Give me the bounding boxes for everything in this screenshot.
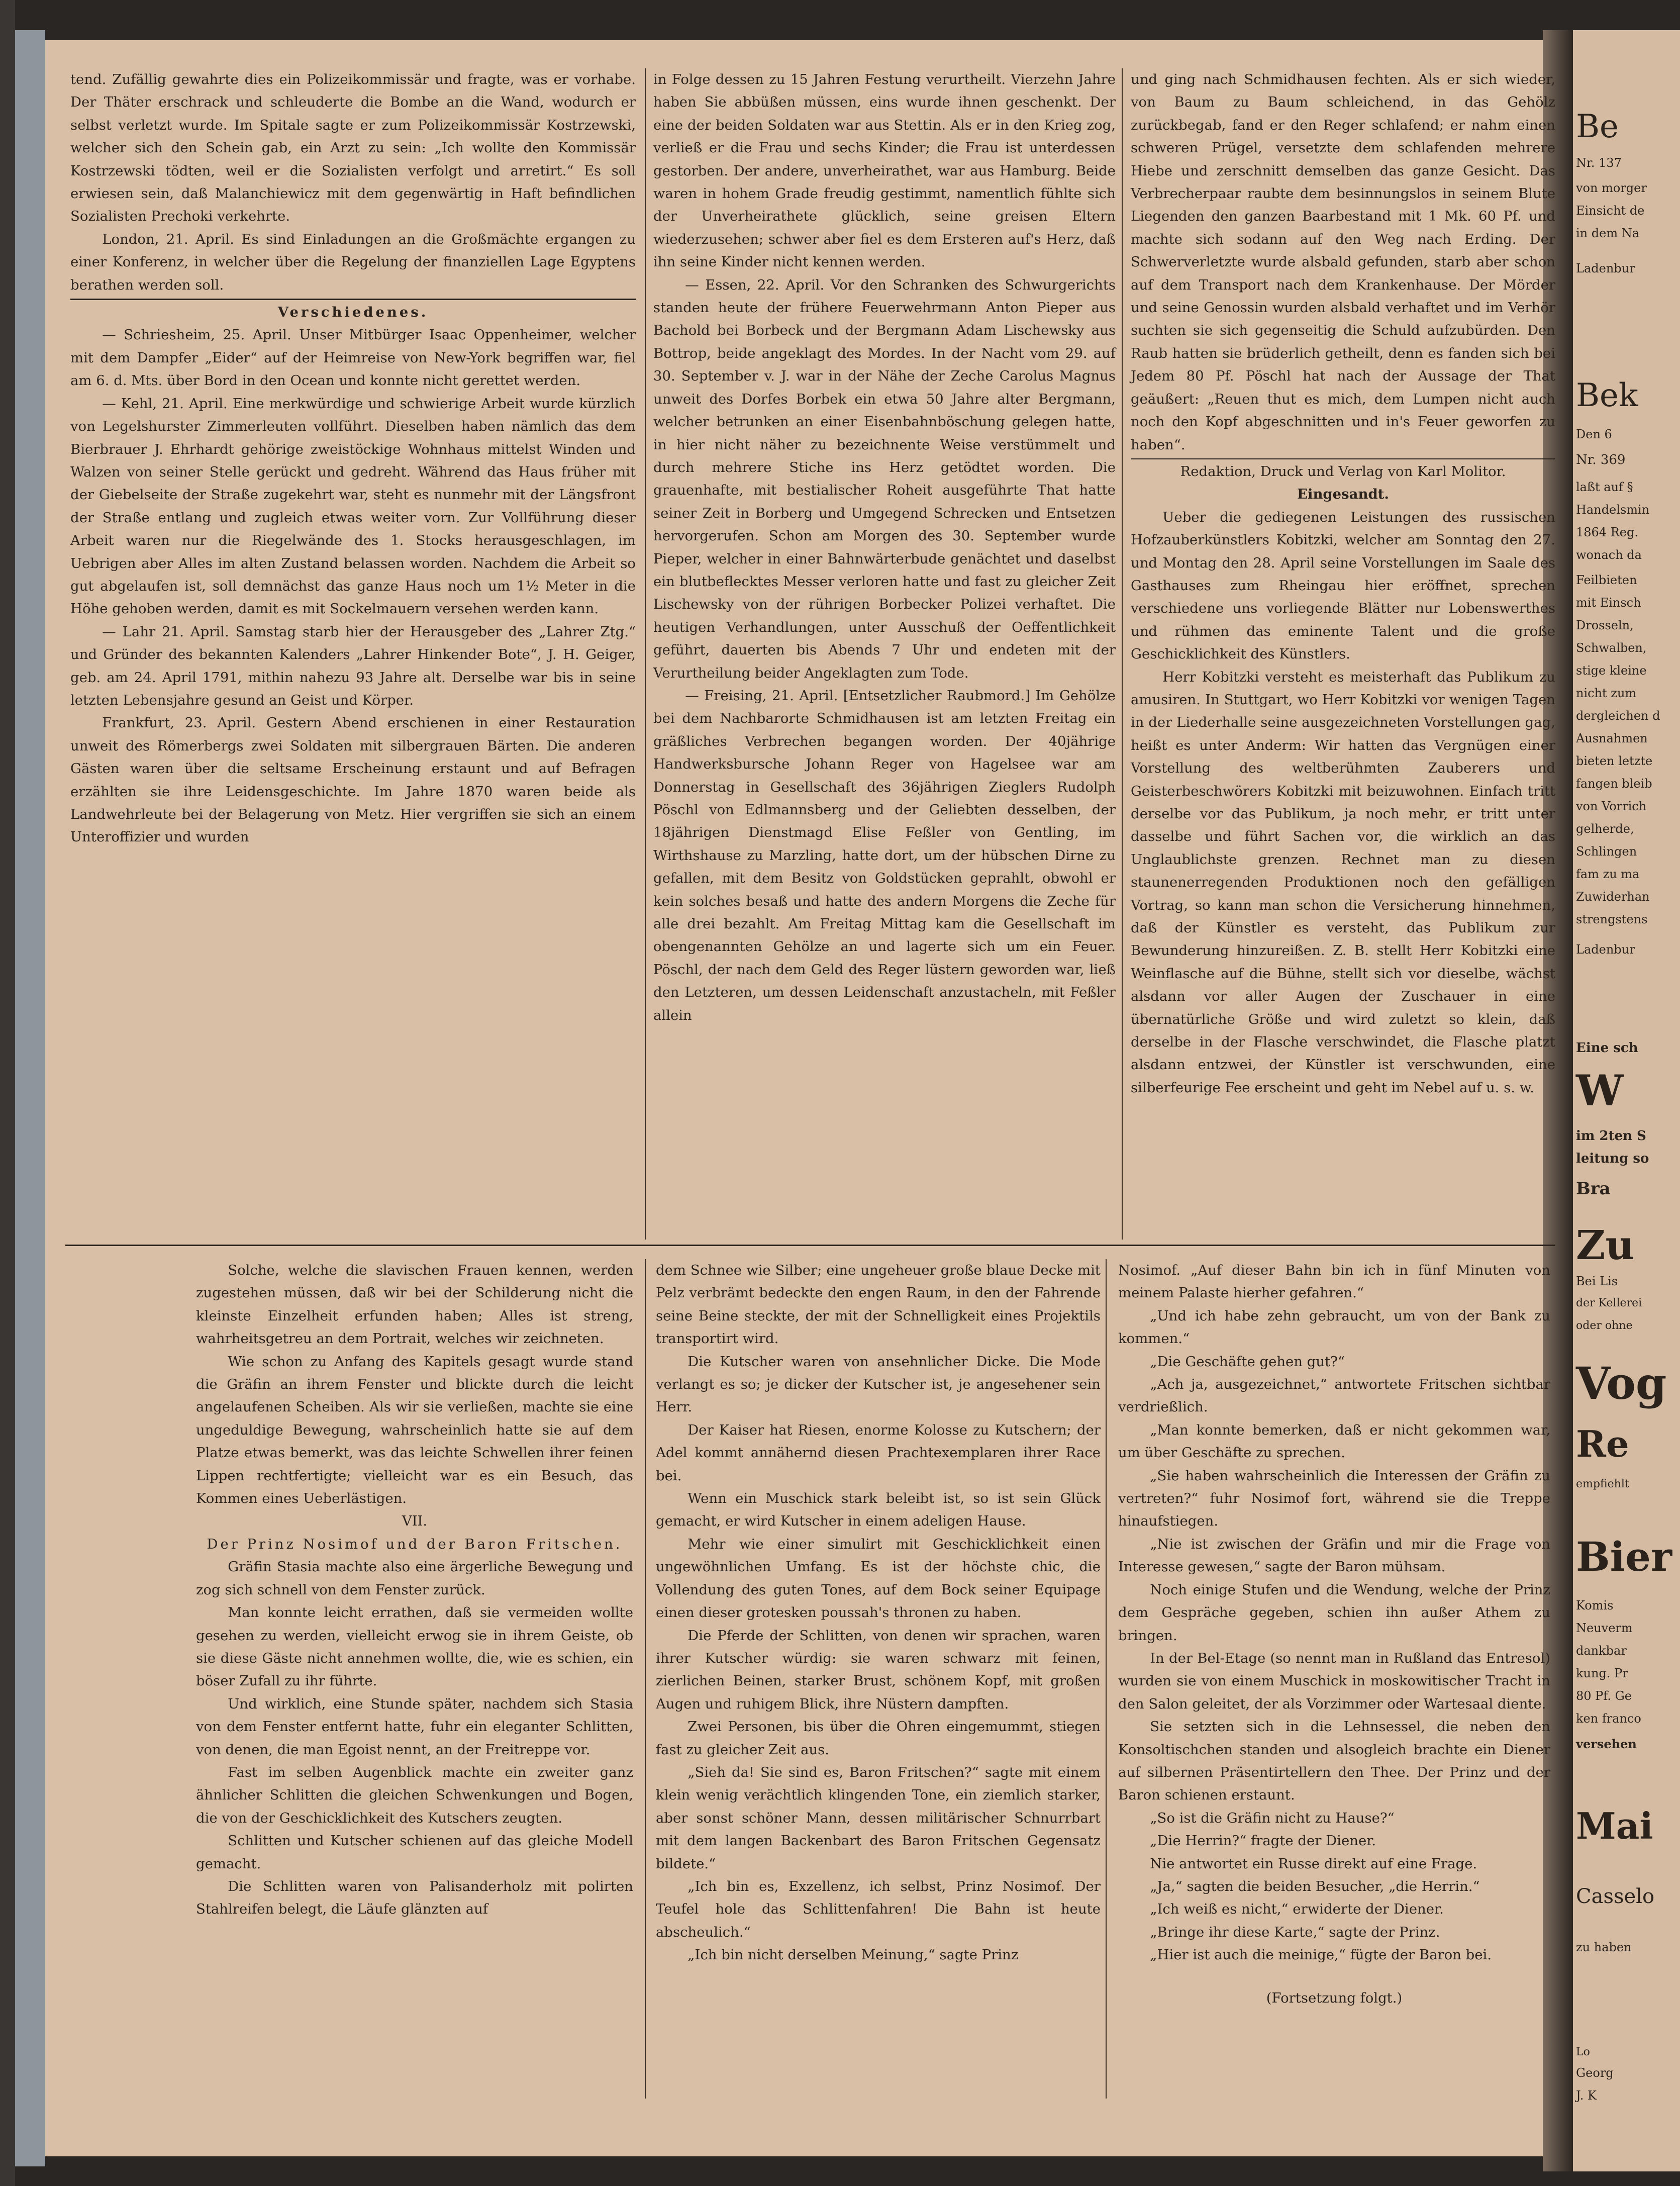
story-paragraph: „Ich bin nicht derselben Meinung,“ sagte Prinz [687,1947,1019,1963]
ad-fragment: J. K [1576,2088,1597,2103]
news-item-freising: — Freising, 21. April. [Entsetzlicher Raubmord.] Im Gehölze bei dem Nachbarorte Schmidhausen ist am letzten Freitag ein gräßliches Verbrechen begangen worden. Der 40jährige Handwerksbursche Johann Reger von Hagelsee war am Donnerstag in Gesellschaft des 36jährigen Zieglers Rudolph Pöschl von Edlmannsberg und der Geliebten desselben, der 18jährigen Dienstmagd Elise Feßler von Gentling, im Wirthshause zu Marzling, hatte dort, um der hübschen Dirne zu gefallen, mit dem Besitz von Goldstücken geprahlt, obwohl er kein solches besaß und hatte des andern Morgens die Zeche für alle drei bezahlt. Am Freitag Mittag kam die Gesellschaft im obengenannten Gehölze an und lagerte sich um ein Feuer. Pöschl, der nach dem Geld des Reger lüstern geworden war, ließ den Letzteren, um dessen Leidenschaft anzustacheln, mit Feßler allein [653,687,1116,1023]
story-paragraph: „Ja,“ sagten die beiden Besucher, „die Herrin.“ [1150,1878,1480,1894]
ad-fragment: Bek [1576,377,1638,414]
ad-fragment: mit Einsch [1576,596,1641,610]
ad-fragment: Zu [1576,1221,1635,1269]
ad-fragment: Schwalben, [1576,641,1647,655]
story-paragraph: Zwei Personen, bis über die Ohren eingemummt, stiegen fast zu gleicher Zeit aus. [656,1719,1101,1758]
news-item-london: London, 21. April. Es sind Einladungen an die Großmächte ergangen zu einer Konferenz, in welcher über die Regelung der finanziellen Lage Egyptens berathen werden soll. [70,231,636,293]
ad-fragment: gelherde, [1576,822,1634,836]
ad-fragment: Drosseln, [1576,618,1634,632]
news-paragraph: in Folge dessen zu 15 Jahren Festung verurtheilt. Vierzehn Jahre haben Sie abbüßen müssen, eins wurde ihnen geschenkt. Der eine der beiden Soldaten war aus Stettin. Als er in den Krieg zog, verließ er die Frau und sechs Kinder; die Frau ist unterdessen gestorben. Der andere, unverheirathet, war aus Hamburg. Beide waren in hohem Grade freudig gestimmt, namentlich fühlte sich der Unverheirathete glücklich, seine greisen Eltern wiederzusehen; schwer aber fiel es dem Ersteren auf's Herz, daß ihn seine Kinder nicht kennen werden. [653,71,1116,270]
ad-fragment: leitung so [1576,1151,1649,1166]
feuilleton-column-2 [656,1259,1101,1967]
ad-fragment: nicht zum [1576,686,1637,700]
column-rule [645,68,646,1240]
story-paragraph: Gräfin Stasia machte also eine ärgerliche Bewegung und zog sich schnell von dem Fenster zurück. [196,1559,633,1598]
news-item-frankfurt: Frankfurt, 23. April. Gestern Abend erschienen in einer Restauration unweit des Römerbergs zwei Soldaten mit silbergrauen Bärten. Die anderen Gästen waren über die seltsame Erscheinung erstaunt und auf Befragen erzählten sie ihre Leidensgeschichte. Im Jahre 1870 waren beide als Landwehrleute bei der Belagerung von Metz. Hier vergriffen sie sich an einem Unteroffizier und wurden [70,715,636,845]
ad-fragment: fam zu ma [1576,867,1640,881]
imprint-line: Redaktion, Druck und Verlag von Karl Molitor. [1180,463,1506,480]
story-paragraph: „Sie haben wahrscheinlich die Interessen der Gräfin zu vertreten?“ fuhr Nosimof fort, während sie die Treppe hinaufstiegen. [1118,1467,1550,1530]
story-paragraph: Wenn ein Muschick stark beleibt ist, so ist sein Glück gemacht, er wird Kutscher in einem adeligen Hause. [656,1490,1101,1530]
news-item-eingesandt: Herr Kobitzki versteht es meisterhaft das Publikum zu amusiren. In Stuttgart, wo Herr Kobitzki vor wenigen Tagen in der Liederhalle seine ausgezeichneten Vorstellungen gag, heißt es unter Anderm: Wir hatten das Vergnügen einer Vorstellung des weltberühmten Zauberers und Geisterbeschwörers Kobitzki mit beizuwohnen. Einfach tritt derselbe vor das Publikum, ja noch mehr, er tritt unter dasselbe und führt Sachen vor, die wirklich an das Unglaublichste grenzen. Rechnet man zu diesen staunenerregenden Produktionen noch den gefälligen Vortrag, so kann man schon die Versicherung hinnehmen, daß der Künstler es versteht, das Publikum zur Bewunderung hinzureißen. Z. B. stellt Herr Kobitzki eine Weinflasche auf die Bühne, stellt sich vor dieselbe, wächst alsdann vor aller Augen der Zuschauer in eine übernatürliche Größe und wird zuletzt so klein, daß derselbe in der Flasche verschwindet, die Flasche platzt alsdann entzwei, der Künstler ist verschwunden, eine silberfeurige Fee erscheint und geht im Nebel auf u. s. w. [1131,669,1555,1096]
ad-fragment: versehen [1576,1737,1637,1751]
feuilleton-divider [65,1245,1555,1246]
imprint-rule [1131,458,1555,459]
ad-fragment: Nr. 137 [1576,156,1622,170]
ad-fragment: Zuwiderhan [1576,890,1650,904]
ad-fragment: der Kellerei [1576,1297,1642,1309]
story-paragraph: Die Kutscher waren von ansehnlicher Dicke. Die Mode verlangt es so; je dicker der Kutscher ist, je angesehener sein Herr. [656,1353,1101,1415]
ad-fragment: stige kleine [1576,663,1647,678]
news-item-schriesheim: — Schriesheim, 25. April. Unser Mitbürger Isaac Oppenheimer, welcher mit dem Dampfer „Eider“ auf der Heimreise von New-York begriffen war, fiel am 6. d. Mts. über Bord in den Ocean und konnte nicht gerettet werden. [70,327,636,389]
story-paragraph: „Ich bin es, Exzellenz, ich selbst, Prinz Nosimof. Der Teufel hole das Schlittenfahren! Die Bahn ist heute abscheulich.“ [656,1878,1101,1940]
story-paragraph: dem Schnee wie Silber; eine ungeheuer große blaue Decke mit Pelz verbrämt bedeckte den engen Raum, in den der Fahrende seine Beine steckte, der mit der Schnelligkeit eines Projektils transportirt wird. [656,1262,1101,1347]
story-paragraph: Sie setzten sich in die Lehnsessel, die neben den Konsoltischchen standen und alsogleich brachte ein Diener auf silbernen Präsentirtellern den Thee. Der Prinz und der Baron schienen erstaunt. [1118,1719,1550,1803]
ad-fragment: Ausnahmen [1576,731,1648,745]
story-paragraph: In der Bel-Etage (so nennt man in Rußland das Entresol) wurden sie von einem Muschick in moskowitischer Tracht in den Salon geleitet, der als Vorzimmer oder Wartesaal diente. [1118,1650,1550,1712]
adjacent-page-strip [1573,30,1680,2171]
story-paragraph: Schlitten und Kutscher schienen auf das gleiche Modell gemacht. [196,1833,633,1872]
ad-fragment: Bra [1576,1179,1611,1199]
ad-fragment: empfiehlt [1576,1478,1629,1490]
story-paragraph: Noch einige Stufen und die Wendung, welche der Prinz dem Gespräche gegeben, schien ihn außer Athem zu bringen. [1118,1581,1550,1644]
ad-fragment: Be [1576,108,1619,145]
story-paragraph: Mehr wie einer simulirt mit Geschicklichkeit einen ungewöhnlichen Umfang. Es ist der höchste chic, die Vollendung des guten Tones, auf dem Bock seiner Equipage einen dieser grotesken poussah's thronen zu haben. [656,1536,1101,1621]
story-paragraph: Wie schon zu Anfang des Kapitels gesagt wurde stand die Gräfin an ihrem Fenster und blickte durch die leicht angelaufenen Scheiben. Als wir sie verließen, machte sie eine ungeduldige Bewegung, wahrscheinlich hatte sie auf dem Platze etwas bemerkt, was das leichte Schwellen ihrer feinen Lippen rechtfertigte; vielleicht war es ein Besuch, das Kommen eines Ueberlästigen. [196,1353,633,1507]
grey-mount-strip [15,30,45,2166]
continuation-note: (Fortsetzung folgt.) [1266,1989,1403,2006]
story-paragraph: „Ich weiß es nicht,“ erwiderte der Diener. [1150,1901,1444,1918]
story-paragraph: „So ist die Gräfin nicht zu Hause?“ [1150,1810,1395,1826]
ad-fragment: Lo [1576,2046,1590,2058]
chapter-number: VII. [402,1513,428,1530]
ad-fragment: oder ohne [1576,1319,1633,1332]
ad-fragment: laßt auf § [1576,480,1633,494]
section-heading-eingesandt: Eingesandt. [1297,486,1389,503]
ad-fragment: Eine sch [1576,1040,1638,1056]
ad-fragment: Neuverm [1576,1621,1633,1635]
ad-fragment: Casselo [1576,1885,1655,1908]
ad-fragment: Ladenbur [1576,261,1635,275]
ad-fragment: dankbar [1576,1644,1627,1658]
book-binding [0,0,15,2186]
ad-fragment: im 2ten S [1576,1128,1646,1144]
story-paragraph: „Bringe ihr diese Karte,“ sagte der Prinz. [1150,1924,1440,1940]
ad-fragment: ken franco [1576,1712,1641,1726]
ad-fragment: Feilbieten [1576,573,1637,587]
news-item-lahr: — Lahr 21. April. Samstag starb hier der Herausgeber des „Lahrer Ztg.“ und Gründer des bekannten Kalenders „Lahrer Hinkender Bote“, J. H. Geiger, geb. am 24. April 1791, mithin nahezu 93 Jahre alt. Derselbe war bis in seine letzten Lebensjahre gesund an Geist und Körper. [70,623,636,708]
ad-fragment: fangen bleib [1576,777,1652,791]
ad-fragment: Handelsmin [1576,503,1650,517]
ad-fragment: von Vorrich [1576,799,1647,813]
ad-fragment: Bei Lis [1576,1274,1618,1288]
feuilleton-column-3 [1118,1259,1550,2010]
news-item-eingesandt: Ueber die gediegenen Leistungen des russischen Hofzauberkünstlers Kobitzki, welcher am Sonntag den 27. und Montag den 28. April seine Vorstellungen im Saale des Gasthauses zum Rheingau hier eröffnet, sprechen verschiedene uns vorliegende Blätter nur Lobenswerthes und rühmen das eminente Talent und die große Geschicklichkeit des Künstlers. [1131,509,1555,662]
story-paragraph: „Man konnte bemerken, daß er nicht gekommen war, um über Geschäfte zu sprechen. [1118,1421,1550,1461]
section-rule [70,299,636,300]
news-item-essen: — Essen, 22. April. Vor den Schranken des Schwurgerichts standen heute der frühere Feuerwehrmann Anton Pieper aus Bachold bei Borbeck und der Bergmann Adam Lischewsky aus Bottrop, beide angeklagt des Mordes. In der Nacht vom 29. auf 30. September v. J. war in der Nähe der Zeche Carolus Magnus unweit des Dorfes Borbek ein etwa 50 Jahre alter Bergmann, welcher betrunken an einer Eisenbahnböschung gelegen hatte, in hier nicht näher zu bezeichnente Weise verstümmelt und durch mehrere Stiche ins Herz getödtet worden. Die grauenhafte, mit bestialischer Roheit ausgeführte That hatte seiner Zeit in Borberg und Umgegend Schrecken und Entsetzen hervorgerufen. Schon am Morgen des 30. September wurde Pieper, welcher in einer Bahnwärterbude genächtet und daselbst ein blutbeflecktes Messer verloren hatte und fast zu gleicher Zeit Lischewsky von der rührigen Borbecker Polizei verhaftet. Die heutigen Verhandlungen, unter Ausschuß der Oeffentlichkeit geführt, dauerten bis Abends 7 Uhr und endeten mit der Verurtheilung beider Angeklagten zum Tode. [653,276,1116,681]
story-paragraph: Und wirklich, eine Stunde später, nachdem sich Stasia von dem Fenster entfernt hatte, fuhr ein eleganter Schlitten, von denen, die man Egoist nennt, an der Freitreppe vor. [196,1695,633,1758]
ad-fragment: in dem Na [1576,226,1640,240]
story-paragraph: „Die Geschäfte gehen gut?“ [1150,1353,1345,1370]
news-column-1 [70,68,636,849]
story-paragraph: „Und ich habe zehn gebraucht, um von der Bank zu kommen.“ [1118,1307,1550,1347]
story-paragraph: Der Kaiser hat Riesen, enorme Kolosse zu Kutschern; der Adel kommt annähernd diesen Prachtexemplaren ihrer Race bei. [656,1421,1101,1484]
ad-fragment: Den 6 [1576,427,1612,441]
ad-fragment: Mai [1576,1804,1653,1847]
ad-fragment: kung. Pr [1576,1666,1628,1680]
ad-fragment: Nr. 369 [1576,452,1626,467]
ad-fragment: bieten letzte [1576,754,1653,768]
story-paragraph: Man konnte leicht errathen, daß sie vermeiden wollte gesehen zu werden, vielleicht erwog sie in ihrem Geiste, ob sie diese Gäste nicht annehmen wollte, die, wie es schien, ein böser Zufall zu ihr führte. [196,1604,633,1689]
ad-fragment: Bier [1576,1533,1672,1580]
story-paragraph: „Sieh da! Sie sind es, Baron Fritschen?“ sagte mit einem klein wenig verächtlich klingenden Tone, ein ziemlich starker, aber sonst schöner Mann, dessen militärischer Schnurrbart mit dem langen Backenbart des Baron Fritschen Gegensatz bildete.“ [656,1764,1101,1872]
news-column-2 [653,68,1116,1027]
story-paragraph: „Nie ist zwischen der Gräfin und mir die Frage von Interesse gewesen,“ sagte der Baron mühsam. [1118,1536,1550,1575]
story-paragraph: Nie antwortet ein Russe direkt auf eine Frage. [1150,1855,1477,1872]
ad-fragment: Re [1576,1422,1629,1465]
column-rule [1122,68,1123,1240]
column-rule [645,1259,646,2099]
ad-fragment: Vog [1576,1357,1667,1409]
ad-fragment: zu haben [1576,1940,1632,1954]
ad-fragment: 1864 Reg. [1576,525,1638,539]
ad-fragment: Komis [1576,1598,1614,1612]
ad-fragment: W [1576,1066,1624,1115]
section-heading-verschiedenes: Verschiedenes. [277,304,429,321]
ad-fragment: Schlingen [1576,844,1637,859]
story-paragraph: Fast im selben Augenblick machte ein zweiter ganz ähnlicher Schlitten die gleichen Schwenkungen und Bogen, die von der Geschicklichkeit des Kutschers zeugten. [196,1764,633,1826]
ad-fragment: Ladenbur [1576,942,1635,957]
ad-fragment: wonach da [1576,548,1642,562]
ad-fragment: dergleichen d [1576,709,1660,723]
story-paragraph: „Die Herrin?“ fragte der Diener. [1150,1833,1376,1849]
story-paragraph: „Ach ja, ausgezeichnet,“ antwortete Fritschen sichtbar verdrießlich. [1118,1376,1550,1415]
feuilleton-column-1 [196,1259,633,1921]
ad-fragment: strengstens [1576,912,1648,926]
news-item-kehl: — Kehl, 21. April. Eine merkwürdige und schwierige Arbeit wurde kürzlich von Legelshurster Zimmerleuten vollführt. Dieselben haben nämlich das dem Bierbrauer J. Ehrhardt gehörige zweistöckige Wohnhaus mittelst Winden und Walzen von seiner Stelle gerückt und gedreht. Während das Haus früher mit der Giebelseite der Straße zugekehrt war, steht es nunmehr mit der Längsfront der Straße entlang und zugleich etwas weiter vorn. Zur Vollführung dieser Arbeit waren nur die Riegelwände des 1. Stocks herausgeschlagen, im Uebrigen aber Alles im alten Zustand belassen worden. Nachdem die Arbeit so gut abgelaufen ist, soll demnächst das ganze Haus noch um 1½ Meter in die Höhe gehoben werden, damit es mit Sockelmauern versehen werden kann. [70,395,636,617]
chapter-title: Der Prinz Nosimof und der Baron Fritschen. [207,1536,623,1552]
story-paragraph: Die Schlitten waren von Palisanderholz mit polirten Stahlreifen belegt, die Läufe glänzten auf [196,1878,633,1918]
news-column-3 [1131,68,1555,1099]
story-paragraph: Die Pferde der Schlitten, von denen wir sprachen, waren ihrer Kutscher würdig: sie waren schwarz mit feinen, zierlichen Beinen, starker Brust, schönem Kopf, mit großen Augen und ruhigem Blick, ihre Nüstern dampften. [656,1627,1101,1712]
news-paragraph: tend. Zufällig gewahrte dies ein Polizeikommissär und fragte, was er vorhabe. Der Thäter erschrack und schleuderte die Bombe an die Wand, wodurch er selbst verletzt wurde. Im Spitale sagte er zum Polizeikommissär Kostrzewski, welcher sich den Schein gab, ein Arzt zu sein: „Ich wollte den Kommissär Kostrzewski tödten, weil er die Sozialisten verfolgt und arretirt.“ Es soll erwiesen sein, daß Malanchiewicz mit dem gegenwärtig in Haft befindlichen Sozialisten Prechoki verkehrte. [70,71,636,225]
column-rule [1106,1259,1107,2099]
story-paragraph: Nosimof. „Auf dieser Bahn bin ich in fünf Minuten von meinem Palaste hierher gefahren.“ [1118,1262,1550,1301]
ad-fragment: Georg [1576,2066,1614,2080]
ad-fragment: von morger [1576,181,1647,195]
news-paragraph: und ging nach Schmidhausen fechten. Als er sich wieder, von Baum zu Baum schleichend, in das Gehölz zurückbegab, fand er den Reger schlafend; er nahm einen schweren Prügel, versetzte dem schlafenden mehrere Hiebe und zerschnitt demselben das ganze Gesicht. Das Verbrecherpaar raubte dem besinnungslos in seinem Blute Liegenden den ganzen Baarbestand mit 1 Mk. 60 Pf. und machte sich sodann auf den Weg nach Erding. Der Schwerverletzte wurde alsbald gefunden, starb aber schon auf dem Transport nach dem Krankenhause. Der Mörder und seine Genossin wurden alsbald verhaftet und im Verhör suchten sie sich gegenseitig die Schuld aufzubürden. Den Raub hatten sie brüderlich getheilt, denn es fanden sich bei Jedem 80 Pf. Pöschl hat nach der Aussage der That geäußert: „Reuen thut es mich, dem Lumpen nicht auch noch den Kopf abgeschnitten und in's Feuer geworfen zu haben“. [1131,71,1555,453]
ad-fragment: 80 Pf. Ge [1576,1689,1632,1703]
ad-fragment: Einsicht de [1576,204,1645,218]
story-paragraph: Solche, welche die slavischen Frauen kennen, werden zugestehen müssen, daß wir bei der Schilderung nicht die kleinste Einzelheit erfunden haben; Alles ist streng, wahrheitsgetreu an dem Portrait, welches wir zeichneten. [196,1262,633,1347]
story-paragraph: „Hier ist auch die meinige,“ fügte der Baron bei. [1150,1947,1492,1963]
